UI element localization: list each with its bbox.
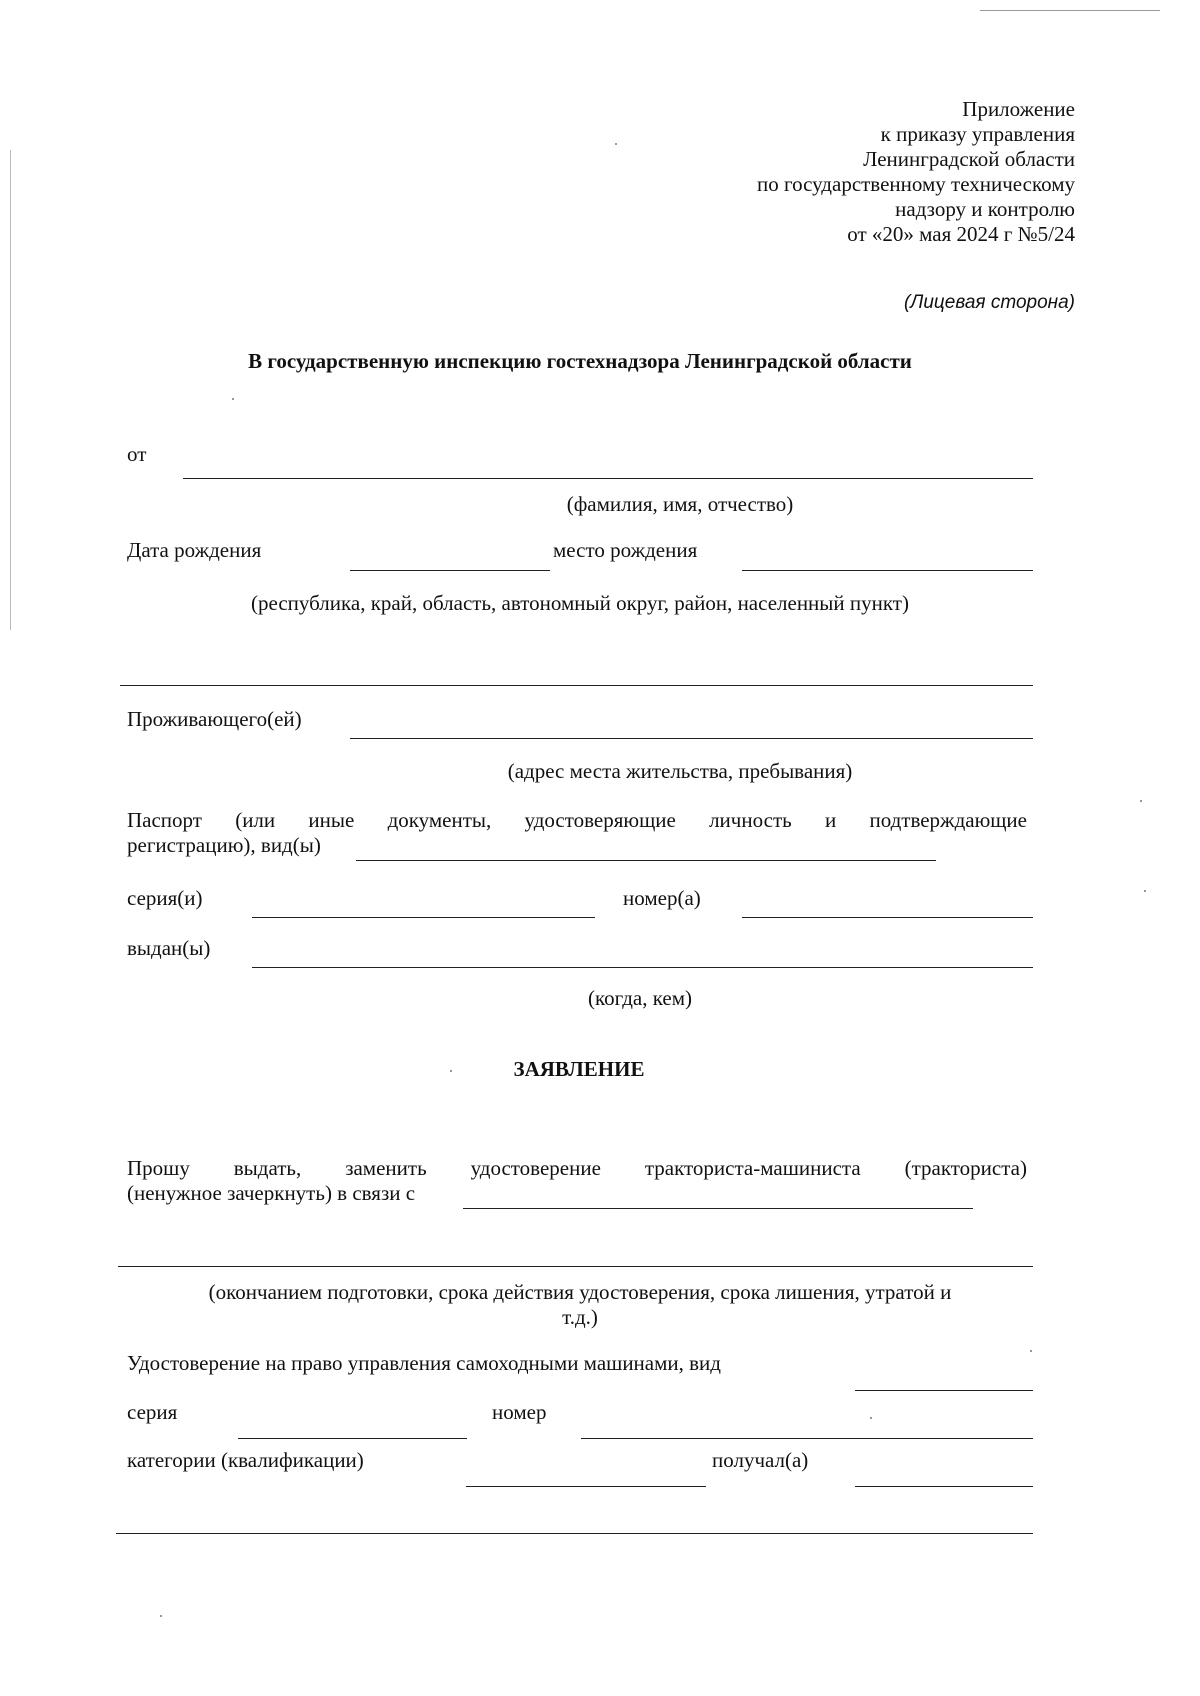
request-word: заменить bbox=[345, 1156, 427, 1180]
issued-label: выдан(ы) bbox=[127, 936, 211, 960]
request-word: тракториста-машиниста bbox=[644, 1156, 861, 1180]
scan-dot bbox=[1030, 1350, 1032, 1352]
request-line-1 bbox=[127, 1156, 1027, 1181]
header-line-5: надзору и контролю bbox=[895, 197, 1075, 221]
passport-number-label: номер(а) bbox=[623, 886, 701, 910]
category-label: категории (квалификации) bbox=[127, 1448, 364, 1472]
request-word: (тракториста) bbox=[904, 1156, 1027, 1180]
passport-word: документы, bbox=[387, 808, 492, 832]
residence-caption: (адрес места жительства, пребывания) bbox=[507, 759, 853, 783]
license-number-field[interactable] bbox=[581, 1438, 1033, 1439]
passport-word: и bbox=[824, 808, 837, 832]
header-line-1: Приложение bbox=[962, 97, 1075, 121]
birth-date-field[interactable] bbox=[350, 570, 550, 571]
header-line-3: Ленинградской области bbox=[863, 147, 1075, 171]
request-word: выдать, bbox=[233, 1156, 302, 1180]
passport-series-label: серия(и) bbox=[127, 886, 203, 910]
received-field[interactable] bbox=[855, 1486, 1033, 1487]
addressee-heading: В государственную инспекцию гостехнадзора Ленинградской области bbox=[248, 349, 912, 373]
license-type-field[interactable] bbox=[855, 1390, 1033, 1391]
request-word: удостоверение bbox=[470, 1156, 601, 1180]
scan-dot bbox=[1144, 890, 1146, 892]
passport-series-field[interactable] bbox=[252, 917, 595, 918]
category-field[interactable] bbox=[466, 1486, 706, 1487]
reason-field[interactable] bbox=[463, 1208, 973, 1209]
passport-word: (или bbox=[235, 808, 276, 832]
birth-place-field[interactable] bbox=[742, 570, 1033, 571]
residence-field[interactable] bbox=[350, 738, 1033, 739]
passport-line-2: регистрацию), вид(ы) bbox=[127, 833, 321, 857]
scan-dot bbox=[870, 1417, 872, 1419]
license-number-label: номер bbox=[492, 1400, 547, 1424]
license-series-field[interactable] bbox=[238, 1438, 467, 1439]
statement-title: ЗАЯВЛЕНИЕ bbox=[513, 1057, 645, 1081]
issued-caption: (когда, кем) bbox=[588, 986, 692, 1010]
side-note: (Лицевая сторона) bbox=[903, 292, 1075, 313]
bottom-field[interactable] bbox=[116, 1533, 1033, 1534]
residence-label: Проживающего(ей) bbox=[127, 707, 302, 731]
issued-field[interactable] bbox=[252, 967, 1033, 968]
passport-word: иные bbox=[308, 808, 355, 832]
birth-place-label: место рождения bbox=[553, 538, 698, 562]
scan-edge-line bbox=[980, 10, 1160, 11]
reason-caption-2: т.д.) bbox=[562, 1305, 598, 1329]
header-line-2: к приказу управления bbox=[880, 122, 1075, 146]
passport-number-field[interactable] bbox=[742, 917, 1033, 918]
scan-dot bbox=[615, 143, 617, 145]
header-line-4: по государственному техническому bbox=[756, 172, 1075, 196]
passport-type-field[interactable] bbox=[356, 860, 936, 861]
passport-line-1 bbox=[127, 808, 1027, 833]
reason-caption-1: (окончанием подготовки, срока действия удостоверения, срока лишения, утратой и bbox=[208, 1280, 952, 1304]
passport-word: подтверждающие bbox=[869, 808, 1027, 832]
birth-place-field-2[interactable] bbox=[120, 685, 1033, 686]
fio-field[interactable] bbox=[183, 478, 1033, 479]
scan-left-edge bbox=[10, 150, 11, 630]
license-series-label: серия bbox=[127, 1400, 178, 1424]
birth-date-label: Дата рождения bbox=[127, 538, 262, 562]
license-label: Удостоверение на право управления самоходными машинами, вид bbox=[127, 1351, 721, 1375]
birth-place-caption: (республика, край, область, автономный округ, район, населенный пункт) bbox=[251, 591, 909, 615]
passport-word: личность bbox=[709, 808, 792, 832]
scan-dot bbox=[1140, 800, 1142, 802]
header-line-6: от «20» мая 2024 г №5/24 bbox=[847, 222, 1075, 246]
passport-word: Паспорт bbox=[127, 808, 202, 832]
reason-field-2[interactable] bbox=[118, 1266, 1033, 1267]
scan-dot bbox=[160, 1615, 162, 1617]
fio-caption: (фамилия, имя, отчество) bbox=[566, 492, 794, 516]
request-word: Прошу bbox=[127, 1156, 190, 1180]
request-line-2: (ненужное зачеркнуть) в связи с bbox=[127, 1181, 416, 1205]
scan-dot bbox=[232, 398, 234, 400]
passport-word: удостоверяющие bbox=[524, 808, 676, 832]
from-label: от bbox=[127, 442, 147, 466]
scan-dot bbox=[450, 1070, 452, 1072]
received-label: получал(а) bbox=[712, 1448, 809, 1472]
